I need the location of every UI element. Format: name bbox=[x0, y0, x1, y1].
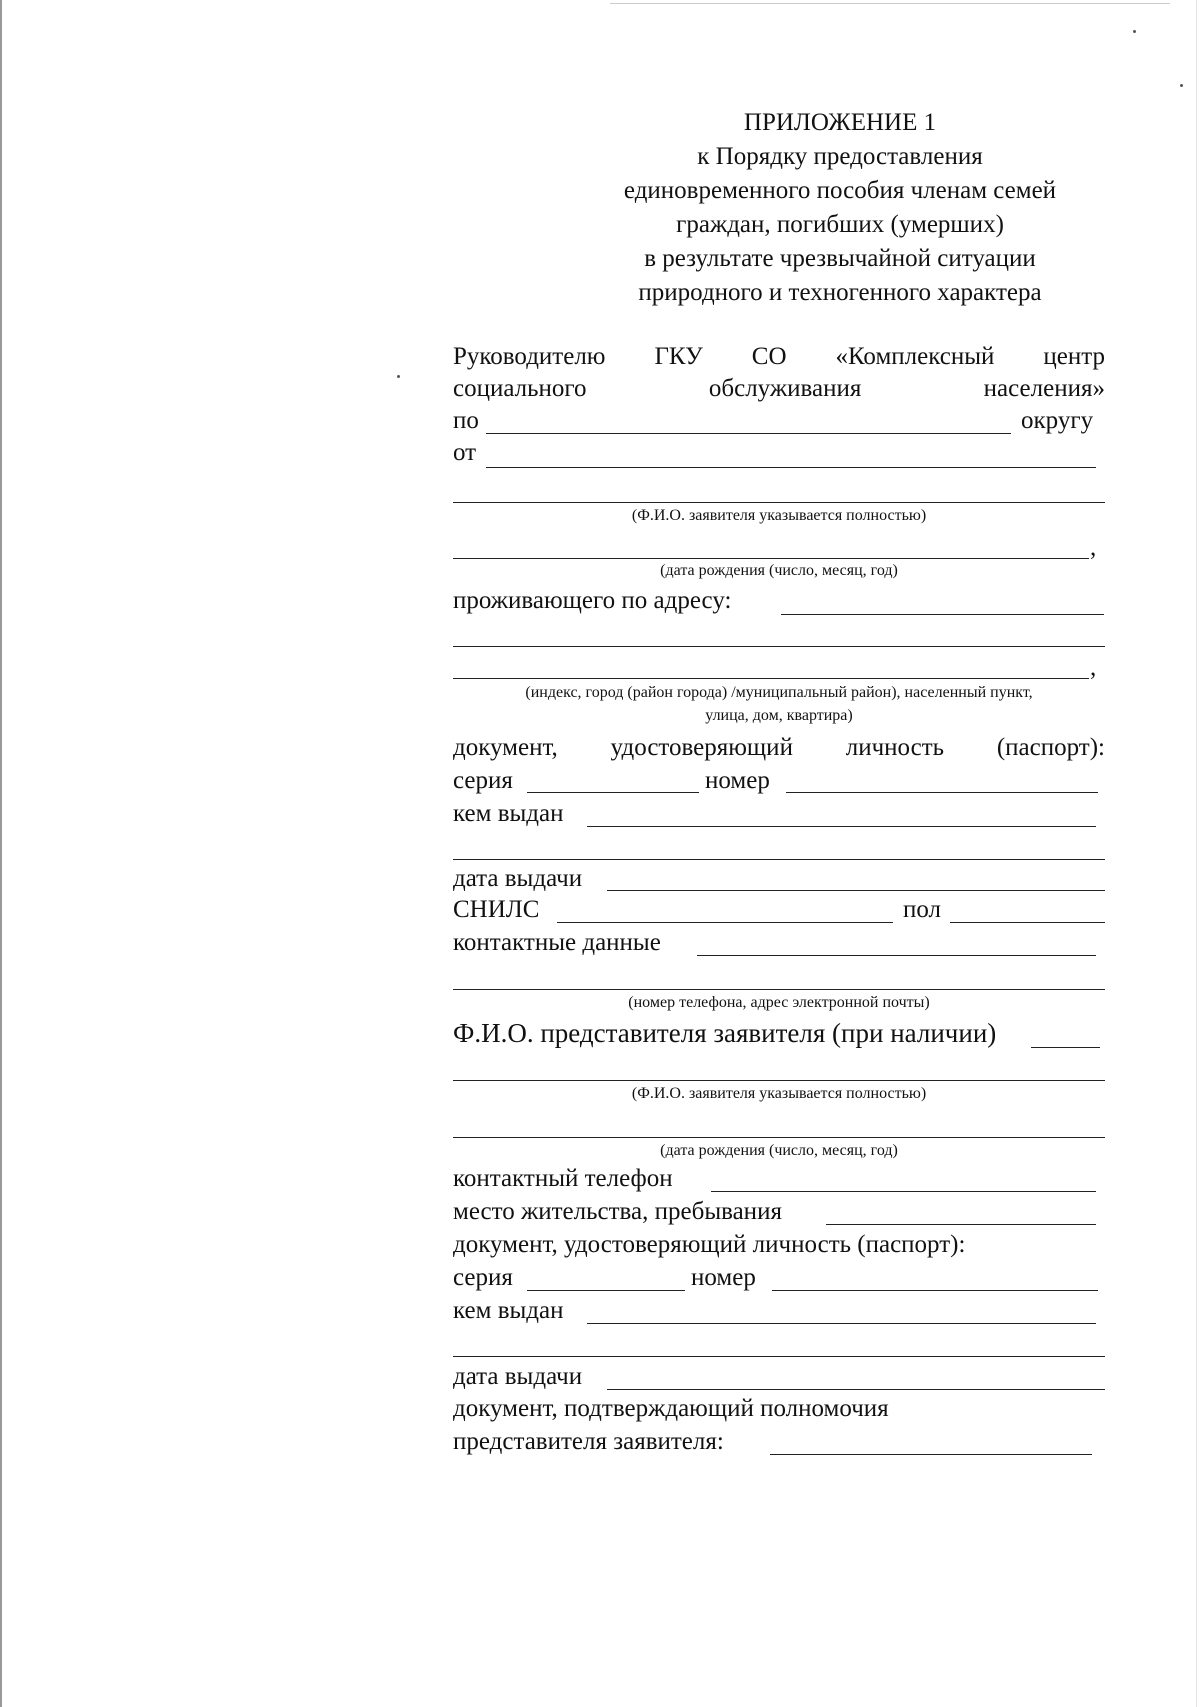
scan-top-line bbox=[610, 3, 1170, 4]
series-label: серия bbox=[453, 767, 513, 794]
representative-issue-date-field[interactable] bbox=[607, 1389, 1105, 1390]
gender-label: пол bbox=[903, 896, 942, 923]
addressee-word: социального bbox=[453, 375, 587, 402]
address-field-line-3[interactable] bbox=[453, 678, 1089, 679]
id-doc-word: документ, bbox=[453, 734, 558, 761]
addressee-word: центр bbox=[1043, 343, 1105, 370]
issue-date-label: дата выдачи bbox=[453, 865, 583, 892]
addressee-line-2 bbox=[453, 374, 1105, 404]
representative-id-doc-label: документ, удостоверяющий личность (паспорт): bbox=[453, 1231, 966, 1258]
id-doc-word: удостоверяющий bbox=[610, 734, 793, 761]
snils-field[interactable] bbox=[557, 922, 893, 923]
address-label: проживающего по адресу: bbox=[453, 587, 732, 614]
scan-edge-left bbox=[0, 0, 2, 1707]
authority-doc-field[interactable] bbox=[770, 1454, 1092, 1455]
issued-by-label: кем выдан bbox=[453, 800, 564, 827]
address-field-line-2[interactable] bbox=[453, 646, 1105, 647]
header-line: природного и техногенного характера bbox=[638, 279, 1042, 306]
phone-label: контактный телефон bbox=[453, 1165, 673, 1192]
issued-by-label: кем выдан bbox=[453, 1297, 564, 1324]
applicant-issued-by-field[interactable] bbox=[587, 826, 1096, 827]
addressee-word: ГКУ bbox=[654, 343, 703, 370]
ot-label: от bbox=[453, 439, 477, 466]
okrug-label: округу bbox=[1021, 407, 1094, 434]
representative-issued-by-field[interactable] bbox=[587, 1323, 1096, 1324]
contacts-caption: (номер телефона, адрес электронной почты) bbox=[628, 994, 930, 1011]
addressee-word: населения» bbox=[983, 375, 1105, 402]
addressee-word: обслуживания bbox=[708, 375, 862, 402]
representative-fio-label: Ф.И.О. представителя заявителя (при наличии) bbox=[453, 1018, 997, 1048]
residence-label: место жительства, пребывания bbox=[453, 1198, 782, 1225]
representative-issued-by-field-line-2[interactable] bbox=[453, 1356, 1105, 1357]
id-doc-word: (паспорт): bbox=[996, 734, 1105, 761]
id-doc-word: личность bbox=[845, 734, 945, 761]
header-line: единовременного пособия членам семей bbox=[623, 177, 1057, 204]
series-label: серия bbox=[453, 1264, 513, 1291]
comma: , bbox=[1090, 534, 1097, 561]
authority-doc-label-line-2: представителя заявителя: bbox=[453, 1428, 724, 1455]
authority-doc-label: документ, подтверждающий полномочия bbox=[453, 1395, 889, 1422]
applicant-id-doc-label bbox=[453, 733, 1105, 763]
applicant-fio-field[interactable] bbox=[453, 502, 1105, 503]
scan-speck bbox=[1180, 84, 1183, 87]
representative-phone-field[interactable] bbox=[711, 1191, 1096, 1192]
applicant-birthdate-field[interactable] bbox=[453, 558, 1089, 559]
comma: , bbox=[1090, 654, 1097, 681]
applicant-series-field[interactable] bbox=[527, 792, 699, 793]
representative-birthdate-field[interactable] bbox=[453, 1137, 1105, 1138]
header-line: в результате чрезвычайной ситуации bbox=[644, 245, 1036, 272]
po-label: по bbox=[453, 407, 479, 434]
applicant-birthdate-caption: (дата рождения (число, месяц, год) bbox=[660, 562, 898, 579]
address-field[interactable] bbox=[781, 614, 1104, 615]
representative-residence-field[interactable] bbox=[826, 1224, 1096, 1225]
representative-fio-caption: (Ф.И.О. заявителя указывается полностью) bbox=[631, 1085, 927, 1102]
number-label: номер bbox=[705, 767, 770, 794]
number-label: номер bbox=[691, 1264, 756, 1291]
addressee-line-1 bbox=[453, 342, 1105, 372]
applicant-fio-caption: (Ф.И.О. заявителя указывается полностью) bbox=[631, 507, 927, 524]
scan-speck bbox=[397, 375, 400, 378]
representative-series-field[interactable] bbox=[527, 1290, 685, 1291]
representative-fio-field[interactable] bbox=[453, 1080, 1105, 1081]
appendix-title: ПРИЛОЖЕНИЕ 1 bbox=[743, 109, 937, 136]
addressee-word: «Комплексный bbox=[835, 343, 995, 370]
contacts-field-line-2[interactable] bbox=[453, 989, 1105, 990]
okrug-field[interactable] bbox=[486, 433, 1011, 434]
addressee-word: Руководителю bbox=[453, 343, 606, 370]
applicant-issued-by-field-line-2[interactable] bbox=[453, 859, 1105, 860]
representative-fio-field-short[interactable] bbox=[1031, 1047, 1100, 1048]
address-caption: улица, дом, квартира) bbox=[705, 707, 853, 724]
scan-speck bbox=[1133, 30, 1136, 33]
snils-label: СНИЛС bbox=[453, 896, 540, 923]
applicant-issue-date-field[interactable] bbox=[607, 890, 1105, 891]
contacts-label: контактные данные bbox=[453, 929, 661, 956]
header-line: к Порядку предоставления bbox=[697, 143, 983, 170]
header-line: граждан, погибших (умерших) bbox=[676, 211, 1004, 238]
representative-birthdate-caption: (дата рождения (число, месяц, год) bbox=[660, 1142, 898, 1159]
contacts-field[interactable] bbox=[697, 955, 1096, 956]
addressee-word: СО bbox=[751, 343, 787, 370]
issue-date-label: дата выдачи bbox=[453, 1363, 583, 1390]
address-caption: (индекс, город (район города) /муниципальный район), населенный пункт, bbox=[525, 684, 1033, 701]
representative-number-field[interactable] bbox=[772, 1290, 1098, 1291]
applicant-name-field[interactable] bbox=[486, 467, 1096, 468]
applicant-number-field[interactable] bbox=[786, 792, 1098, 793]
gender-field[interactable] bbox=[950, 922, 1105, 923]
scan-edge-right bbox=[1196, 0, 1197, 1707]
